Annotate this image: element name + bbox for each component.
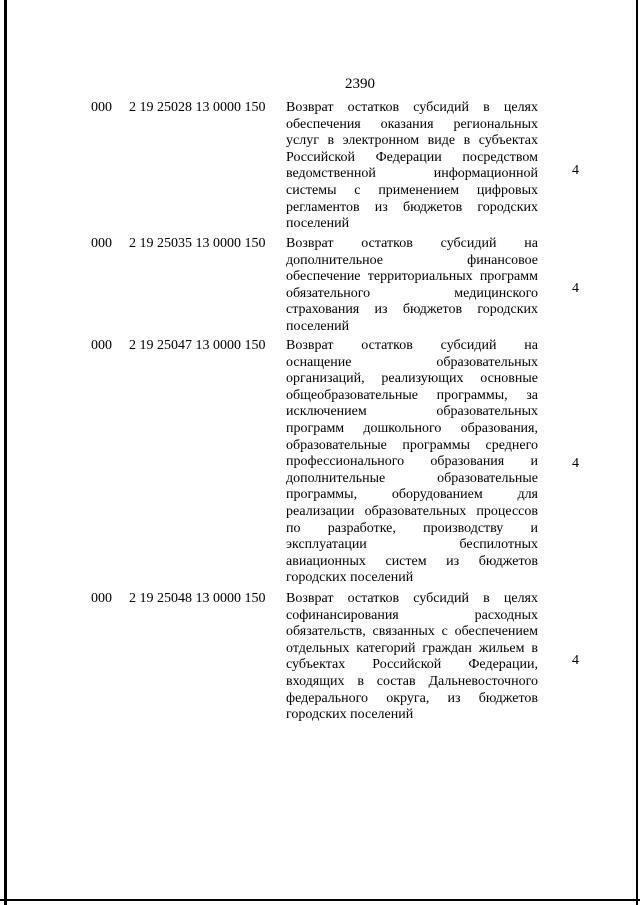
description-line: городских поселений	[286, 707, 414, 723]
description-line: Возврат остатков субсидий в целях	[286, 100, 538, 115]
page-number: 2390	[345, 76, 375, 92]
description-line: отдельных категорий граждан жильем в	[286, 640, 538, 656]
scan-bottom-edge	[0, 899, 640, 901]
admin-code: 000	[91, 100, 112, 115]
value-cell: 4	[572, 456, 579, 471]
revenue-description	[286, 591, 538, 724]
description-line: услуг в электронном виде в субъектах	[286, 133, 538, 149]
description-line: оснащение образовательных	[286, 354, 538, 370]
description-line: программы, оборудованием для	[286, 487, 538, 503]
description-line: по разработке, производству и	[286, 520, 538, 536]
admin-code: 000	[91, 591, 112, 606]
description-line: Возврат остатков субсидий на	[286, 236, 538, 251]
revenue-description	[286, 338, 538, 587]
description-line: поселений	[286, 216, 350, 232]
value-cell: 4	[572, 653, 579, 668]
value-cell: 4	[572, 163, 579, 178]
description-line: входящих в состав Дальневосточного	[286, 673, 538, 689]
description-line: субъектах Российской Федерации,	[286, 657, 538, 673]
budget-classification-code: 2 19 25035 13 0000 150	[129, 236, 266, 251]
description-line: общеобразовательные программы, за	[286, 387, 538, 403]
description-line: обеспечение территориальных программ	[286, 269, 538, 285]
scan-left-edge	[4, 0, 7, 905]
admin-code: 000	[91, 338, 112, 353]
description-line: поселений	[286, 318, 350, 334]
description-line: профессионального образования и	[286, 454, 538, 470]
value-cell: 4	[572, 281, 579, 296]
description-line: софинансирования расходных	[286, 607, 538, 623]
description-line: дополнительные образовательные	[286, 470, 538, 486]
description-line: Возврат остатков субсидий на	[286, 338, 538, 353]
description-line: системы с применением цифровых	[286, 182, 538, 198]
description-line: регламентов из бюджетов городских	[286, 199, 538, 215]
admin-code: 000	[91, 236, 112, 251]
scan-right-edge	[636, 0, 638, 905]
description-line: реализации образовательных процессов	[286, 503, 538, 519]
description-line: Возврат остатков субсидий в целях	[286, 591, 538, 606]
description-line: Российской Федерации посредством	[286, 149, 538, 165]
description-line: образовательные программы среднего	[286, 437, 538, 453]
budget-classification-code: 2 19 25048 13 0000 150	[129, 591, 266, 606]
description-line: эксплуатации беспилотных	[286, 537, 538, 553]
revenue-description	[286, 236, 538, 336]
description-line: обязательств, связанных с обеспечением	[286, 624, 538, 640]
description-line: исключением образовательных	[286, 404, 538, 420]
description-line: авиационных систем из бюджетов	[286, 553, 538, 569]
description-line: страхования из бюджетов городских	[286, 302, 538, 318]
description-line: городских поселений	[286, 570, 414, 586]
revenue-description	[286, 100, 538, 233]
budget-classification-code: 2 19 25028 13 0000 150	[129, 100, 266, 115]
description-line: дополнительное финансовое	[286, 252, 538, 268]
description-line: обеспечения оказания региональных	[286, 116, 538, 132]
description-line: федерального округа, из бюджетов	[286, 690, 538, 706]
description-line: обязательного медицинского	[286, 285, 538, 301]
budget-classification-code: 2 19 25047 13 0000 150	[129, 338, 266, 353]
description-line: организаций, реализующих основные	[286, 371, 538, 387]
description-line: программ дошкольного образования,	[286, 420, 538, 436]
description-line: ведомственной информационной	[286, 166, 538, 182]
